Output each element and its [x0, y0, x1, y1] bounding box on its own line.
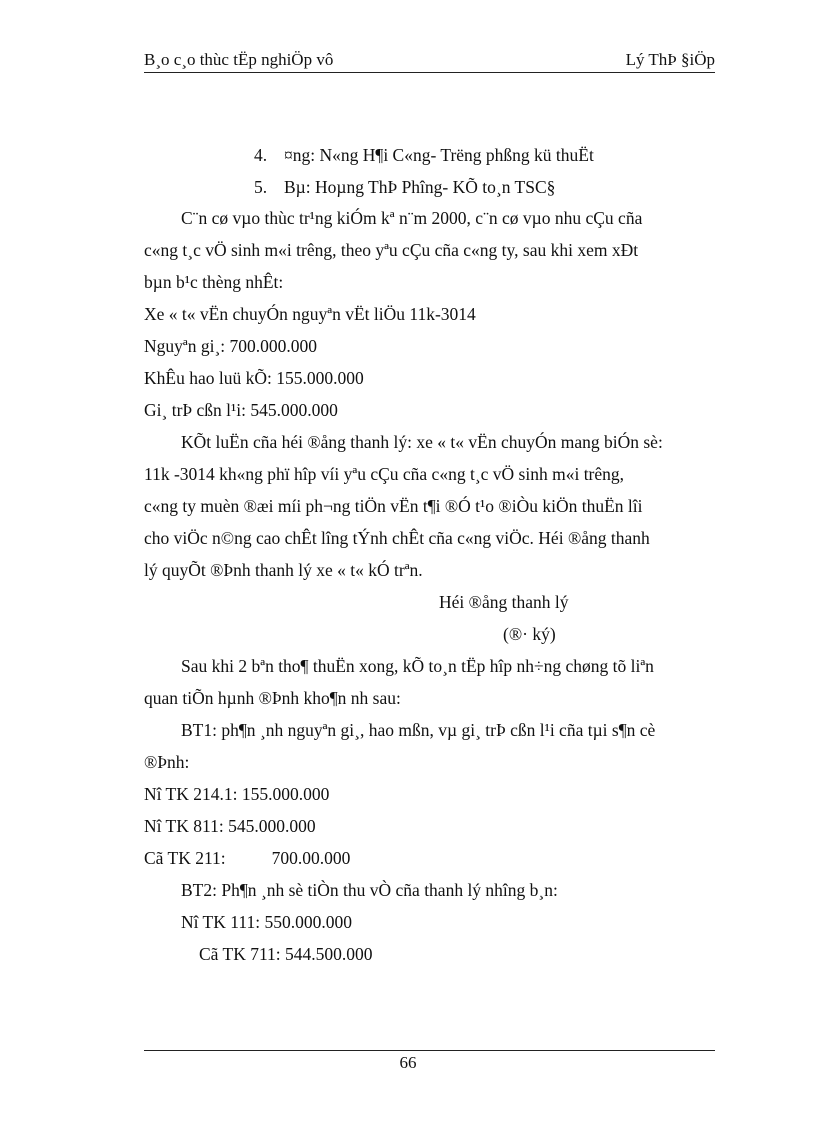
entry-bt1-heading: BT1: ph¶n ¸nh nguyªn gi¸, hao mßn, vµ gi¸ trÞ cßn l¹i cña tµi s¶n cè: [181, 720, 656, 740]
paragraph-line: cho viÖc n©ng cao chÊt lîng tÝnh chÊt cña c«ng viÖc. Héi ®ång thanh: [144, 528, 650, 548]
original-price: Nguyªn gi¸: 700.000.000: [144, 336, 318, 356]
paragraph-line: quan tiÕn hµnh ®Þnh kho¶n nh sau:: [144, 688, 401, 708]
credit-entry: [144, 847, 350, 869]
member-item-4-text: ¤ng: N«ng H¶i C«ng- Trëng phßng kü thuËt: [284, 145, 594, 165]
credit-entry: Cã TK 711: 544.500.000: [199, 944, 373, 964]
paragraph-line: ®Þnh:: [144, 752, 190, 772]
remaining-value: Gi¸ trÞ cßn l¹i: 545.000.000: [144, 400, 338, 420]
debit-entry: Nî TK 811: 545.000.000: [144, 816, 316, 836]
debit-entry: Nî TK 214.1: 155.000.000: [144, 784, 330, 804]
member-item-4-number: 4.: [254, 145, 268, 165]
page-header: [144, 48, 715, 73]
paragraph-line: c«ng t¸c vÖ sinh m«i trêng, theo yªu cÇu cña c«ng ty, sau khi xem xÐt: [144, 240, 639, 260]
member-item-4: [254, 144, 594, 166]
header-report-title: B¸o c¸o thùc tËp nghiÖp vô: [144, 50, 334, 69]
page-number: 66: [399, 1053, 417, 1072]
paragraph-line: KÕt luËn cña héi ®ång thanh lý: xe « t« vËn chuyÓn mang biÓn sè:: [181, 432, 663, 452]
member-item-5-text: Bµ: Hoµng ThÞ Phîng- KÕ to¸n TSC§: [284, 177, 556, 197]
accumulated-depreciation: KhÊu hao luü kÕ: 155.000.000: [144, 368, 364, 388]
signature-signed: (®· ký): [503, 624, 556, 644]
paragraph-line: bµn b¹c thèng nhÊt:: [144, 272, 284, 292]
paragraph-line: C¨n cø vµo thùc tr¹ng kiÓm kª n¨m 2000, c¨n cø vµo nhu cÇu cña: [181, 208, 643, 228]
member-item-5-number: 5.: [254, 177, 268, 197]
credit-account-value: 700.00.000: [271, 848, 351, 868]
paragraph-line: 11k -3014 kh«ng phï hîp víi yªu cÇu cña c«ng t¸c vÖ sinh m«i trêng,: [144, 464, 625, 484]
entry-bt2-heading: BT2: Ph¶n ¸nh sè tiÒn thu vÒ cña thanh lý nhîng b¸n:: [181, 880, 558, 900]
credit-account-label: Cã TK 211:: [144, 848, 226, 868]
paragraph-line: c«ng ty muèn ®æi míi ph¬ng tiÖn vËn t¶i ®Ó t¹o ®iÒu kiÖn thuËn lîi: [144, 496, 643, 516]
debit-entry: Nî TK 111: 550.000.000: [181, 912, 352, 932]
paragraph-line: lý quyÕt ®Þnh thanh lý xe « t« kÓ trªn.: [144, 560, 423, 580]
paragraph-line: Sau khi 2 bªn tho¶ thuËn xong, kÕ to¸n tËp hîp nh÷ng chøng tõ liªn: [181, 656, 654, 676]
vehicle-description: Xe « t« vËn chuyÓn nguyªn vËt liÖu 11k-3014: [144, 304, 476, 324]
footer-divider: [144, 1050, 715, 1051]
signature-council: Héi ®ång thanh lý: [439, 592, 569, 612]
header-author-name: Lý ThÞ §iÖp: [625, 50, 715, 69]
member-item-5: [254, 176, 555, 198]
